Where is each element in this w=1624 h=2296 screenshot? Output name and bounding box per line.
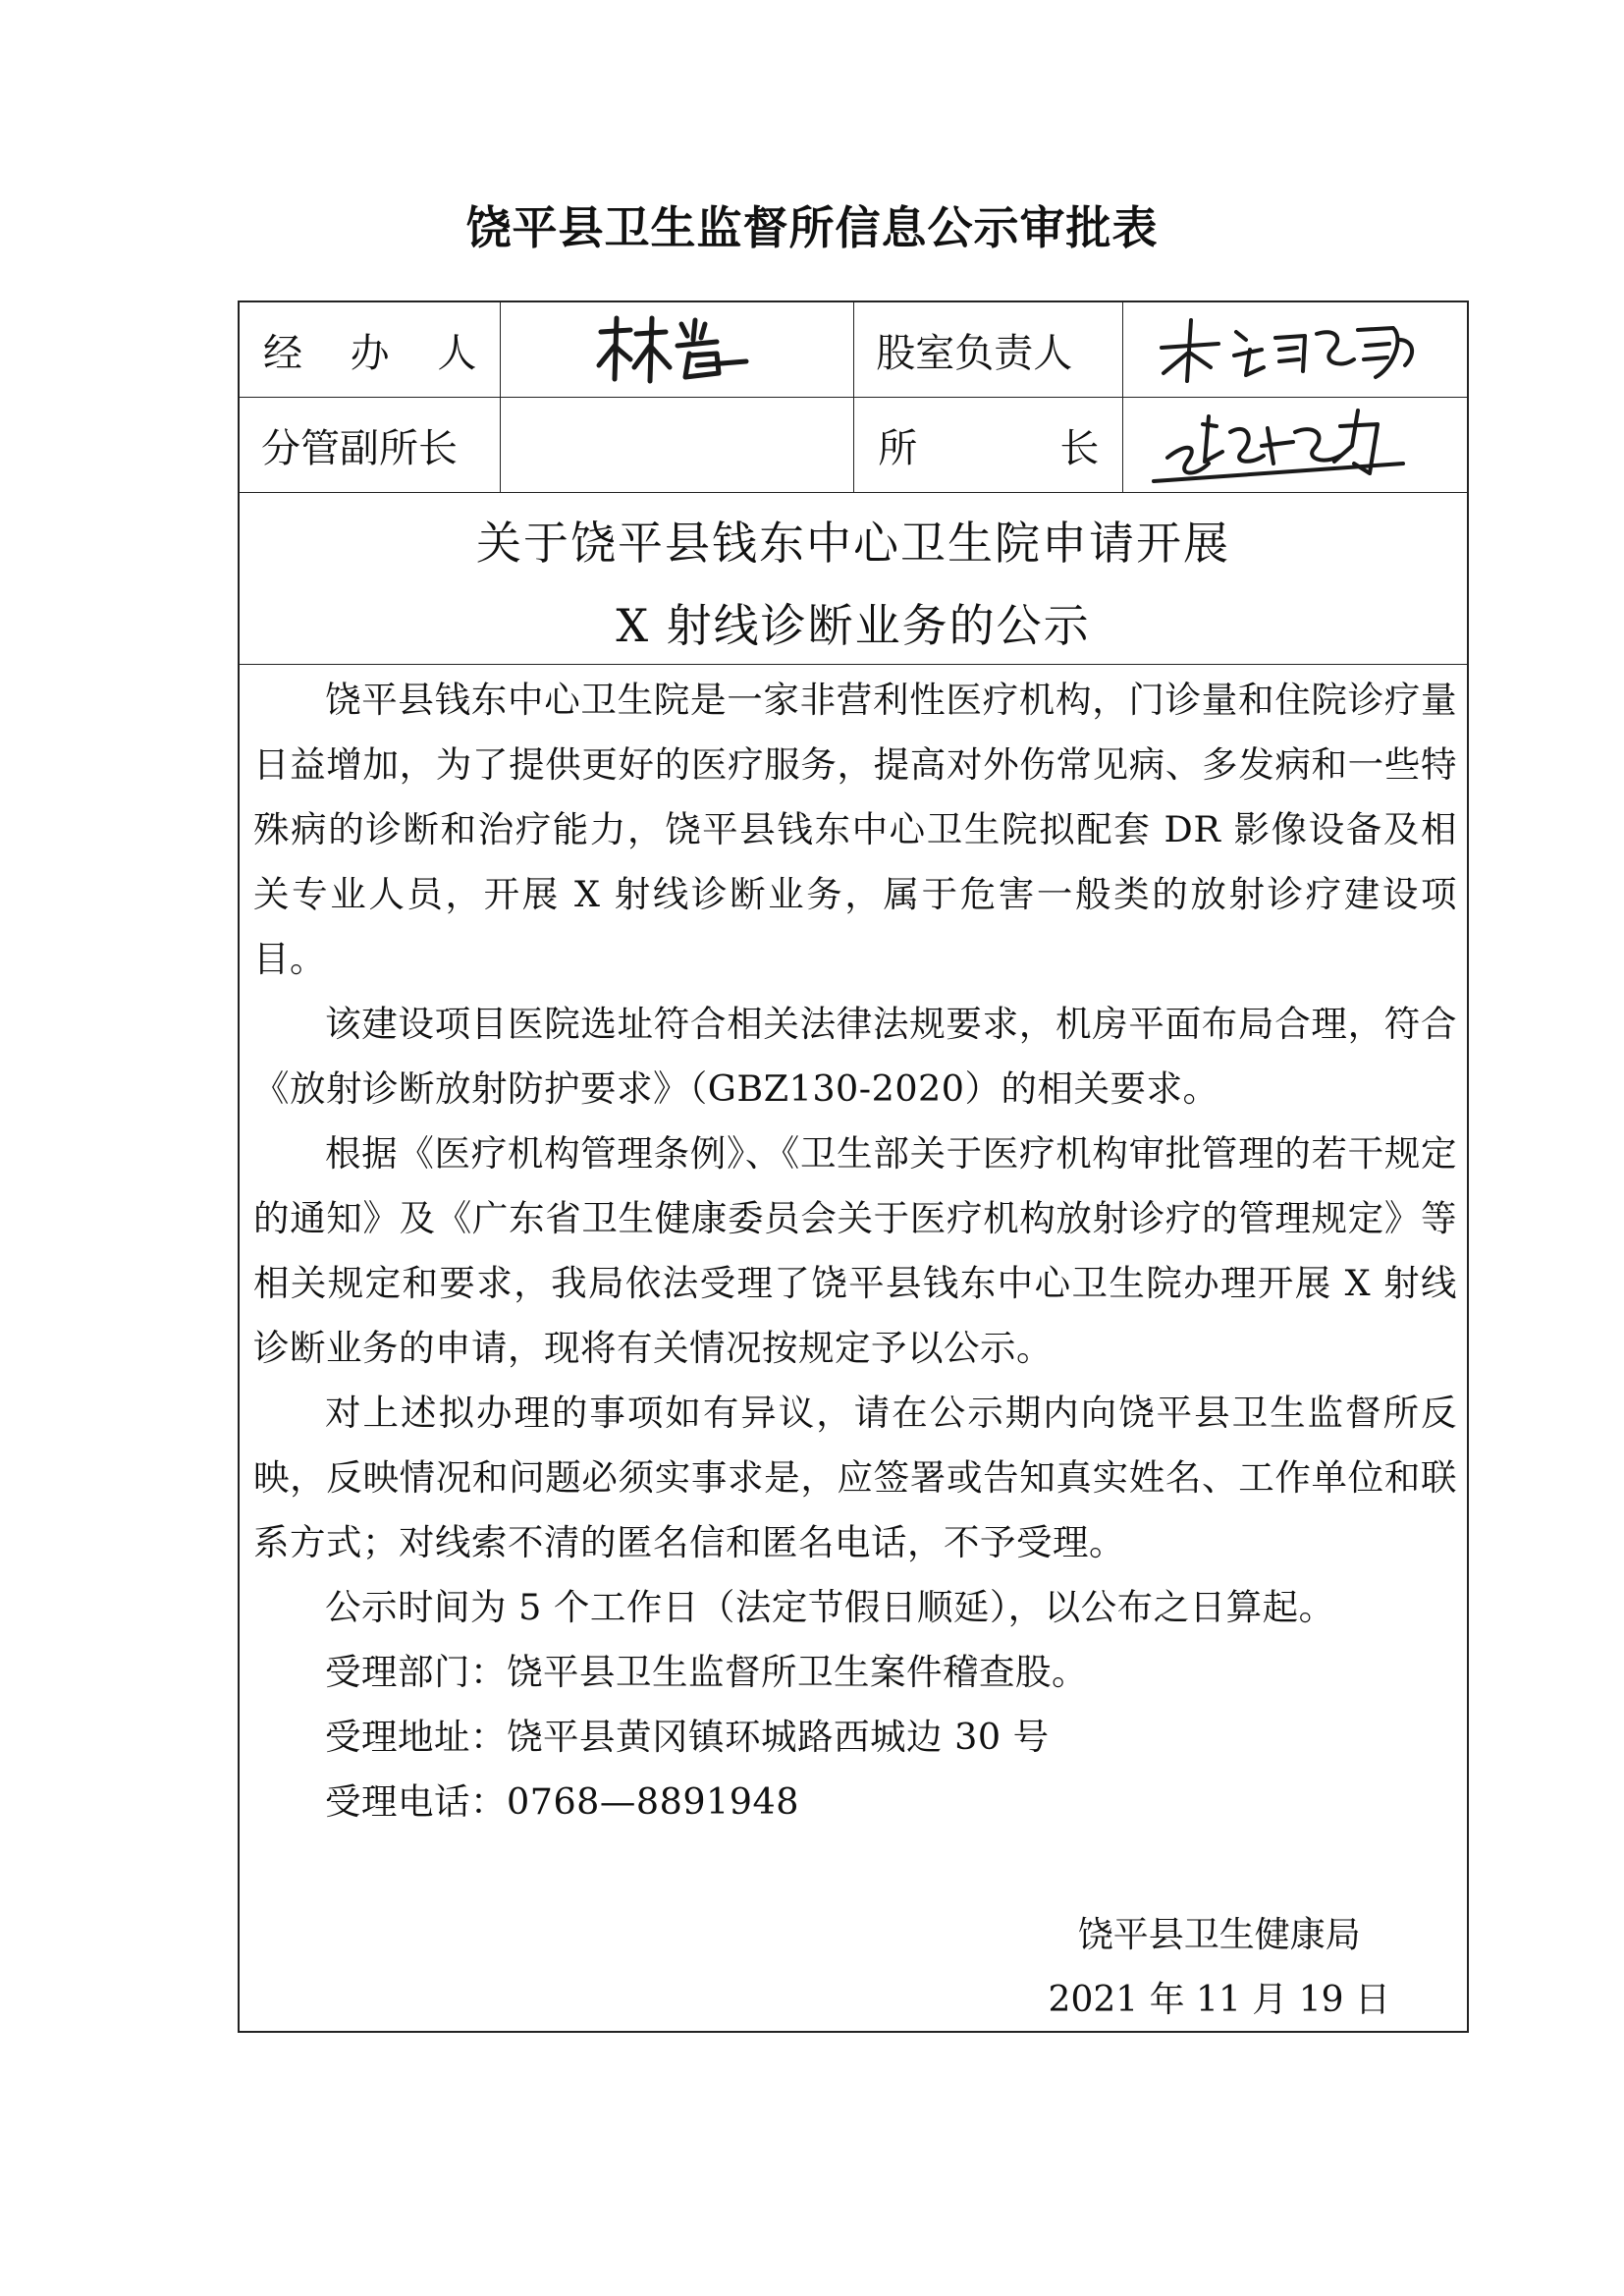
approval-row-2 <box>240 398 1467 493</box>
handler-label-cell <box>240 302 501 398</box>
section-chief-label: 股室负责人 <box>876 330 1073 376</box>
deputy-director-value-cell <box>501 398 854 493</box>
notice-paragraph-2: 该建设项目医院选址符合相关法律法规要求，机房平面布局合理，符合《放射诊断放射防护要求》（GBZ130-2020）的相关要求。 <box>253 1003 1457 1110</box>
issue-date: 2021 年 11 月 19 日 <box>1048 1980 1390 2020</box>
director-label: 所 长 <box>878 425 1100 471</box>
issuer-block <box>1049 1903 1390 2033</box>
notice-department: 受理部门：饶平县卫生监督所卫生案件稽查股。 <box>325 1651 1088 1693</box>
notice-period: 公示时间为 5 个工作日（法定节假日顺延），以公布之日算起。 <box>325 1586 1335 1628</box>
handler-label: 经 办 人 <box>263 330 477 376</box>
notice-paragraph-3: 根据《医疗机构管理条例》、《卫生部关于医疗机构审批管理的若干规定的通知》及《广东省卫生健康委员会关于医疗机构放射诊疗的管理规定》等相关规定和要求，我局依法受理了饶平县钱东中心卫生院办理开展 X 射线诊断业务的申请，现将有关情况按规定予以公示。 <box>253 1132 1457 1369</box>
section-chief-signature-cell <box>1123 302 1467 398</box>
issuer-name: 饶平县卫生健康局 <box>1077 1915 1361 1955</box>
notice-address: 受理地址：饶平县黄冈镇环城路西城边 30 号 <box>325 1716 1050 1758</box>
notice-divider <box>240 664 1467 665</box>
director-signature-cell <box>1123 398 1467 493</box>
notice-paragraph-1: 饶平县钱东中心卫生院是一家非营利性医疗机构，门诊量和住院诊疗量日益增加，为了提供更好的医疗服务，提高对外伤常见病、多发病和一些特殊病的诊断和治疗能力，饶平县钱东中心卫生院拟配套 DR 影像设备及相关专业人员，开展 X 射线诊断业务，属于危害一般类的放射诊疗建设项目。 <box>253 679 1457 980</box>
notice-title-line-1: 关于饶平县钱东中心卫生院申请开展 <box>476 517 1230 570</box>
page-title: 饶平县卫生监督所信息公示审批表 <box>465 201 1159 254</box>
deputy-director-label: 分管副所长 <box>261 425 458 471</box>
approval-form-frame <box>238 301 1469 2033</box>
deputy-director-label-cell <box>240 398 501 493</box>
notice-paragraph-4: 对上述拟办理的事项如有异议，请在公示期内向饶平县卫生监督所反映，反映情况和问题必须实事求是，应签署或告知真实姓名、工作单位和联系方式；对线索不清的匿名信和匿名电话，不予受理。 <box>253 1392 1457 1563</box>
section-chief-label-cell <box>854 302 1123 398</box>
section-chief-signature <box>1148 310 1442 389</box>
handler-signature-cell <box>501 302 854 398</box>
notice-phone: 受理电话：0768—8891948 <box>325 1780 799 1823</box>
approval-row-1 <box>240 302 1467 398</box>
approval-table <box>240 302 1467 493</box>
director-label-cell <box>854 398 1123 493</box>
notice-title-line-2: X 射线诊断业务的公示 <box>616 599 1091 652</box>
director-signature <box>1148 403 1442 487</box>
notice-body <box>253 668 1457 1834</box>
handler-signature <box>579 310 776 389</box>
